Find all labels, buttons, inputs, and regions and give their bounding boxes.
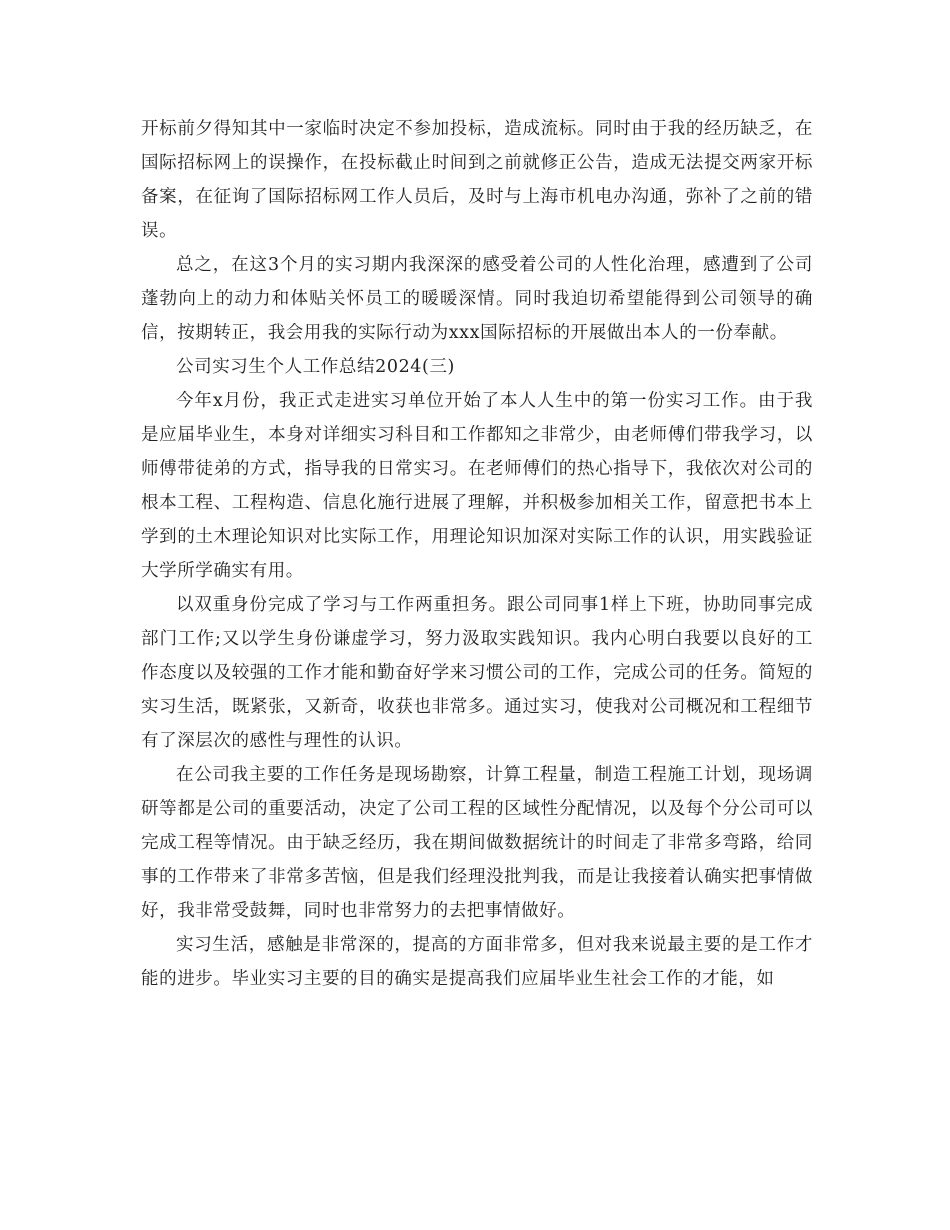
document-body <box>141 112 813 996</box>
paragraph-conclusion: 总之，在这3个月的实习期内我深深的感受着公司的人性化治理，感遭到了公司蓬勃向上的动力和体贴关怀员工的暖暖深情。同时我迫切希望能得到公司领导的确信，按期转正，我会用我的实际行动为xxx国际招标的开展做出本人的一份奉献。 <box>141 255 813 343</box>
section-heading: 公司实习生个人工作总结2024(三) <box>176 357 455 377</box>
paragraph-tasks: 在公司我主要的工作任务是现场勘察，计算工程量，制造工程施工计划，现场调研等都是公司的重要活动，决定了公司工程的区域性分配情况，以及每个分公司可以完成工程等情况。由于缺乏经历，我在期间做数据统计的时间走了非常多弯路，给同事的工作带来了非常多苦恼，但是我们经理没批判我，而是让我接着认确实把事情做好，我非常受鼓舞，同时也非常努力的去把事情做好。 <box>141 765 813 921</box>
paragraph-dual-role: 以双重身份完成了学习与工作两重担务。跟公司同事1样上下班，协助同事完成部门工作;又以学生身份谦虚学习，努力汲取实践知识。我内心明白我要以良好的工作态度以及较强的工作才能和勤奋好学来习惯公司的工作，完成公司的任务。简短的实习生活，既紧张，又新奇，收获也非常多。通过实习，使我对公司概况和工程细节有了深层次的感性与理性的认识。 <box>141 595 813 751</box>
paragraph-continuation: 开标前夕得知其中一家临时决定不参加投标，造成流标。同时由于我的经历缺乏，在国际招标网上的误操作，在投标截止时间到之前就修正公告，造成无法提交两家开标备案，在征询了国际招标网工作人员后，及时与上海市机电办沟通，弥补了之前的错误。 <box>141 119 813 241</box>
paragraph-reflection: 实习生活，感触是非常深的，提高的方面非常多，但对我来说最主要的是工作才能的进步。毕业实习主要的目的确实是提高我们应届毕业生社会工作的才能，如 <box>141 935 813 989</box>
paragraph-intro: 今年x月份，我正式走进实习单位开始了本人人生中的第一份实习工作。由于我是应届毕业生，本身对详细实习科目和工作都知之非常少，由老师傅们带我学习，以师傅带徒弟的方式，指导我的日常实习。在老师傅们的热心指导下，我依次对公司的根本工程、工程构造、信息化施行进展了理解，并积极参加相关工作，留意把书本上学到的土木理论知识对比实际工作，用理论知识加深对实际工作的认识，用实践验证大学所学确实有用。 <box>141 391 813 581</box>
